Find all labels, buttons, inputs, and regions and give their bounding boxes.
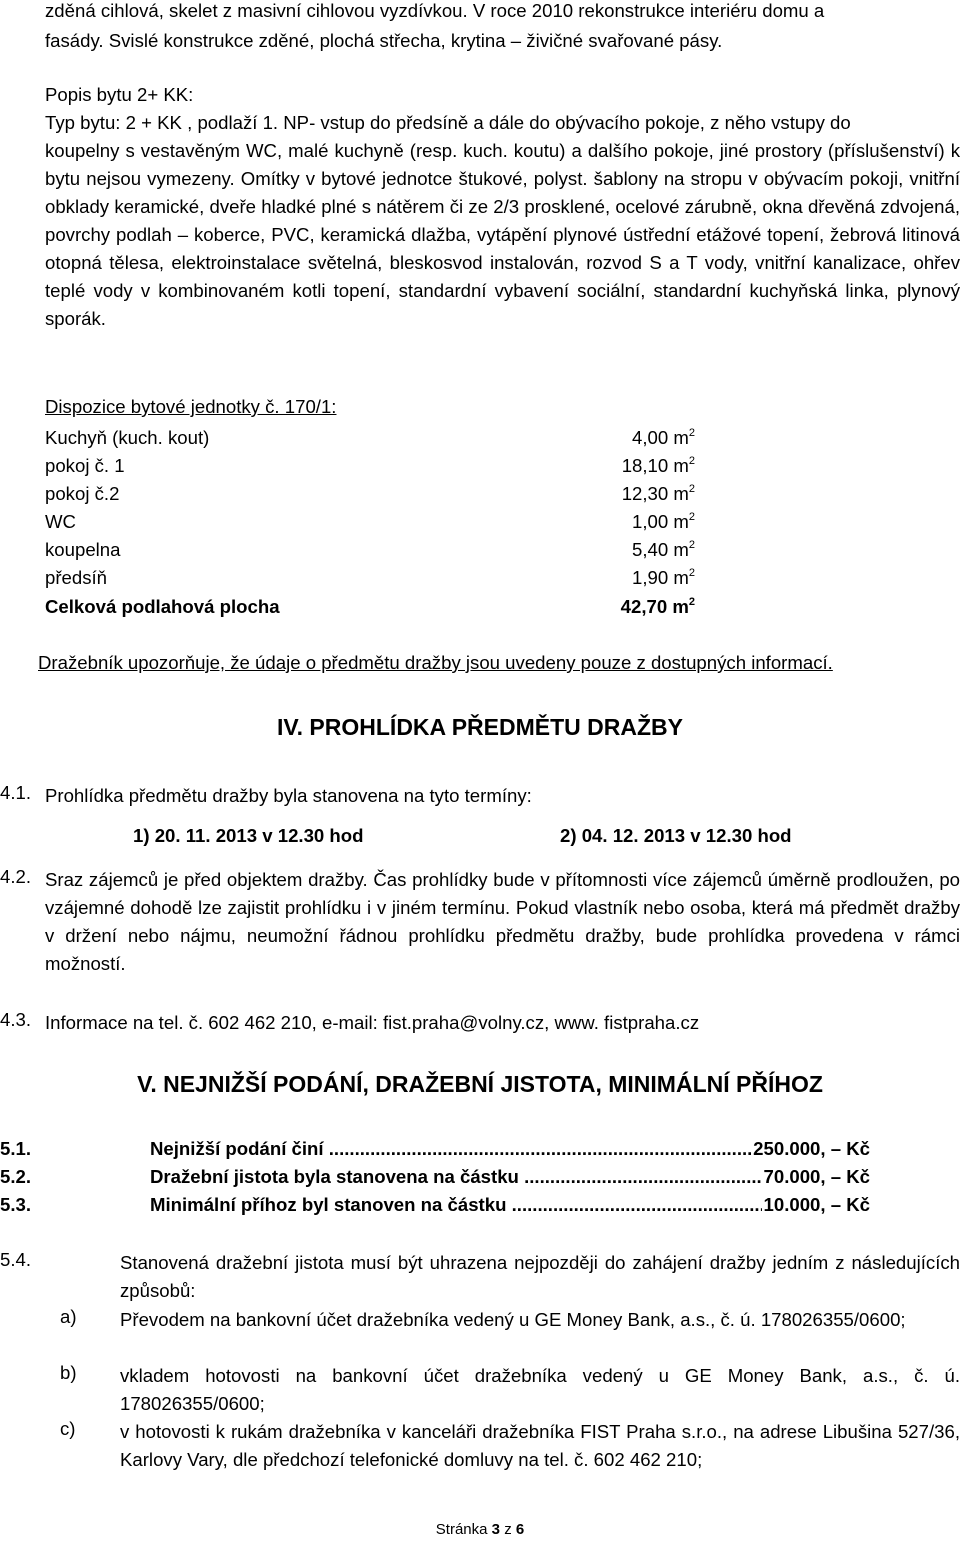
dispozice-total-row <box>45 594 695 620</box>
byt-description-text: koupelny s vestavěným WC, malé kuchyně (resp. kuch. koutu) a dalšího pokoje, jiné prostory (příslušenství) k bytu nejsou vymezeny. Omítky v bytové jednotce štukové, polyst. šablony na stropu v obývacím pokoji, vnitřní obklady keramické, dveře hladké plné s nátěrem či ze 2/3 prosklené, ocelové zárubně, okna dřevěná zdvojená, povrchy podlah – koberce, PVC, keramická dlažba, vytápění plynové ústřední etážové topení, žebrová litinová otopná tělesa, elektroinstalace světelná, bleskosvod instalován, rozvod S a T vody, vnitřní kanalizace, ohřev teplé vody v kombinovaném kotli topení, standardní vybavení sociální, standardní kuchyňská linka, plynový sporák. <box>45 140 960 329</box>
byt-title: Popis bytu 2+ KK: <box>45 84 194 105</box>
paragraph-number: 5.4. <box>0 1249 32 1270</box>
price-row-number: 5.3. <box>0 1194 32 1215</box>
dispozice-row-value: 18,10 $m^2$ <box>621 454 695 476</box>
paragraph-number: 4.1. <box>0 782 32 803</box>
price-row <box>0 1164 960 1190</box>
dispozice-row-value: 5,40 $m^2$ <box>632 538 695 560</box>
footer-prefix: Stránka <box>435 1521 488 1538</box>
payment-option-letter: c) <box>60 1418 76 1439</box>
price-row-label: Dražební jistota byla stanovena na částku ..... <box>150 1164 870 1190</box>
payment-option-text: v hotovosti k rukám dražebníka v kanceláři dražebníka FIST Praha s.r.o., na adrese Libušina 527/36, Karlovy Vary, dle předchozí telefonické domluvy na tel. č. 602 462 210; <box>120 1421 960 1470</box>
paragraph-number: 4.2. <box>0 866 32 887</box>
paragraph-text: Sraz zájemců je před objektem dražby. Čas prohlídky bude v přítomnosti více zájemců úměrně prodloužen, po vzájemné dohodě lze zajistit prohlídku i v jiném termínu. Pokud vlastník nebo osoba, která má předmět dražby v držení nebo nájmu, neumožní řádnou prohlídku předmětu dražby, bude prohlídka provedena v rámci možností. <box>45 869 960 974</box>
section-4-heading: IV. PROHLÍDKA PŘEDMĚTU DRAŽBY <box>277 714 683 740</box>
dispozice-row <box>45 509 695 535</box>
price-row <box>0 1136 960 1162</box>
paragraph-text: Stanovená dražební jistota musí být uhrazena nejpozději do zahájení dražby jedním z následujících způsobů: <box>120 1252 960 1301</box>
price-row-number: 5.1. <box>0 1138 32 1159</box>
dispozice-row-value: 4,00 $m^2$ <box>632 426 695 448</box>
payment-option-text: vkladem hotovosti na bankovní účet dražebníka vedený u GE Money Bank, a.s., č. ú. 178026355/0600; <box>120 1365 960 1414</box>
dispozice-title: Dispozice bytové jednotky č. 170/1: <box>45 396 337 417</box>
dispozice-row <box>45 425 695 451</box>
byt-type-line: Typ bytu: 2 + KK , podlaží 1. NP- vstup do předsíně a dále do obývacího pokoje, z něho vstupy do <box>45 112 851 133</box>
payment-option-letter: a) <box>60 1306 77 1327</box>
price-row-number: 5.2. <box>0 1166 32 1187</box>
dispozice-row-value: 1,90 $m^2$ <box>632 566 695 588</box>
dispozice-row <box>45 537 695 563</box>
price-row-label: Minimální příhoz byl stanoven na částku ..... <box>150 1192 870 1218</box>
page-footer <box>0 1521 960 1538</box>
inspection-term-2: 2) 04. 12. 2013 v 12.30 hod <box>560 825 792 846</box>
dispozice-row <box>45 481 695 507</box>
payment-option-text: Převodem na bankovní účet dražebníka vedený u GE Money Bank, a.s., č. ú. 178026355/0600; <box>120 1309 906 1330</box>
intro-line-2: fasády. Svislé konstrukce zděné, plochá střecha, krytina – živičné svařované pásy. <box>45 30 723 51</box>
inspection-term-1: 1) 20. 11. 2013 v 12.30 hod <box>133 825 364 846</box>
dispozice-row-label: pokoj č. 1 <box>45 455 125 476</box>
price-row-value: 10.000, – Kč <box>762 1192 870 1218</box>
dispozice-row <box>45 453 695 479</box>
price-row-label: Nejnižší podání činí ..... <box>150 1136 870 1162</box>
footer-separator: z <box>504 1521 512 1538</box>
dispozice-row-label: WC <box>45 511 76 532</box>
dispozice-row-value: 12,30 $m^2$ <box>621 482 695 504</box>
intro-line-1: zděná cihlová, skelet z masivní cihlovou vyzdívkou. V roce 2010 rekonstrukce interiéru domu a <box>45 0 825 21</box>
footer-page-number: 3 <box>491 1521 501 1538</box>
dispozice-row <box>45 565 695 591</box>
paragraph-text: Prohlídka předmětu dražby byla stanovena na tyto termíny: <box>45 785 532 806</box>
dispozice-total-label: Celková podlahová plocha <box>45 596 280 617</box>
paragraph-number: 4.3. <box>0 1009 32 1030</box>
dispozice-row-label: pokoj č.2 <box>45 483 120 504</box>
price-row-value: 250.000, – Kč <box>751 1136 870 1162</box>
dispozice-total-value: 42,70 $m^2$ <box>620 595 695 617</box>
dispozice-row-label: předsíň <box>45 567 108 588</box>
dispozice-row-value: 1,00 $m^2$ <box>632 510 695 532</box>
price-row-value: 70.000, – Kč <box>762 1164 870 1190</box>
dispozice-row-label: Kuchyň (kuch. kout) <box>45 427 210 448</box>
section-5-heading: V. NEJNIŽŠÍ PODÁNÍ, DRAŽEBNÍ JISTOTA, MINIMÁLNÍ PŘÍHOZ <box>137 1071 823 1097</box>
paragraph-text: Informace na tel. č. 602 462 210, e-mail: fist.praha@volny.cz, www. fistpraha.cz <box>45 1012 700 1033</box>
footer-page-total: 6 <box>515 1521 525 1538</box>
dispozice-row-label: koupelna <box>45 539 121 560</box>
payment-option-letter: b) <box>60 1362 77 1383</box>
notice-text: Dražebník upozorňuje, že údaje o předmětu dražby jsou uvedeny pouze z dostupných informací. <box>38 652 833 673</box>
byt-description <box>45 137 960 333</box>
price-row <box>0 1192 960 1218</box>
